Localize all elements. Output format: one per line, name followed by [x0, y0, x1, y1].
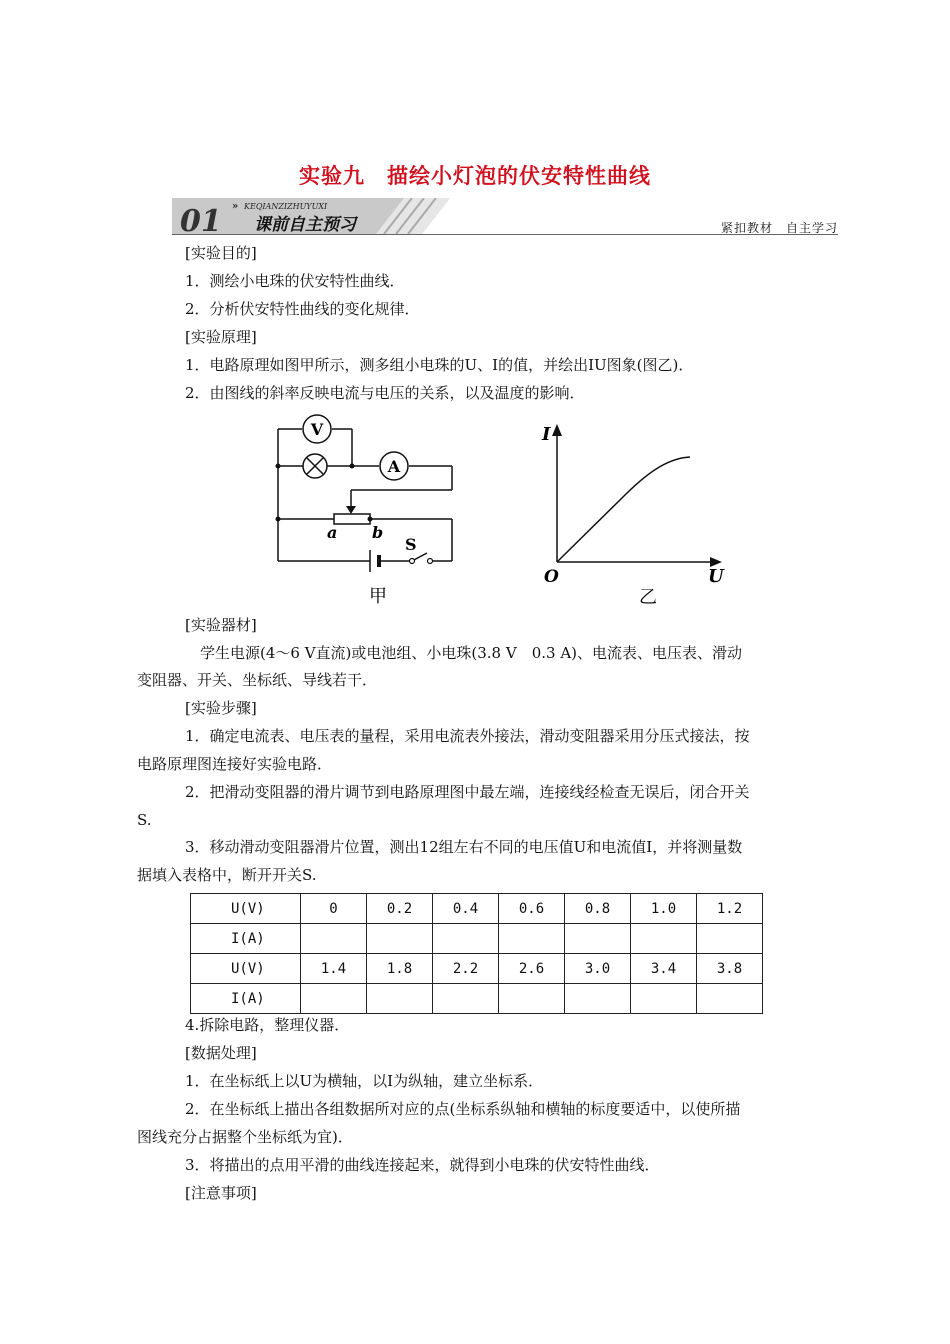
table-cell	[301, 984, 367, 1014]
table-cell	[565, 924, 631, 954]
step-3-line-1: 3．移动滑动变阻器滑片位置，测出12组左右不同的电压值U和电流值I，并将测量数	[185, 838, 743, 856]
circuit-diagram	[260, 410, 470, 610]
banner-divider	[172, 234, 838, 235]
table-cell	[433, 984, 499, 1014]
step-2-line-1: 2．把滑动变阻器的滑片调节到电路原理图中最左端，连接线经检查无误后，闭合开关	[185, 783, 750, 801]
table-cell	[367, 984, 433, 1014]
processing-item-3: 3．将描出的点用平滑的曲线连接起来，就得到小电珠的伏安特性曲线．	[185, 1156, 660, 1174]
purpose-item-1: 1．测绘小电珠的伏安特性曲线．	[185, 272, 405, 290]
equipment-line-1: 学生电源(4～6 V直流)或电池组、小电珠(3.8 V 0.3 A)、电流表、电压表、滑动	[200, 644, 743, 662]
table-cell	[301, 924, 367, 954]
table-cell: 0.8	[565, 894, 631, 924]
table-cell	[433, 924, 499, 954]
table-cell: 2.6	[499, 954, 565, 984]
table-row	[191, 984, 763, 1014]
table-cell: 1.0	[631, 894, 697, 924]
processing-item-1: 1．在坐标纸上以U为横轴，以I为纵轴，建立坐标系．	[185, 1072, 544, 1090]
table-cell	[697, 924, 763, 954]
table-cell	[631, 924, 697, 954]
table-cell: 0.6	[499, 894, 565, 924]
processing-item-2-line-2: 图线充分占据整个坐标纸为宜)．	[137, 1128, 353, 1146]
table-cell: 3.0	[565, 954, 631, 984]
table-cell	[367, 924, 433, 954]
label-a: a	[327, 523, 338, 542]
voltmeter-label: V	[310, 420, 324, 439]
measurement-table	[190, 893, 763, 1014]
table-cell	[565, 984, 631, 1014]
table-cell: 1.4	[301, 954, 367, 984]
table-cell: U(V)	[191, 894, 301, 924]
x-axis-label: U	[708, 566, 724, 587]
origin-label: O	[544, 567, 559, 587]
principle-item-1: 1．电路原理如图甲所示，测多组小电珠的U、I的值，并绘出IU图象(图乙)．	[185, 356, 694, 374]
processing-item-2-line-1: 2．在坐标纸上描出各组数据所对应的点(坐标系纵轴和横轴的标度要适中，以使所描	[185, 1100, 741, 1118]
step-2-line-2: S.	[137, 811, 152, 829]
banner-pinyin: KEQIANZIZHUYUXI	[244, 202, 328, 211]
banner-label: 课前自主预习	[254, 215, 356, 234]
principle-item-2: 2．由图线的斜率反映电流与电压的关系，以及温度的影响．	[185, 384, 585, 402]
table-cell	[631, 984, 697, 1014]
section-heading-equipment: [实验器材]	[185, 616, 257, 634]
switch-label: S	[405, 535, 417, 554]
lamp-icon	[303, 454, 327, 478]
table-cell: 0.2	[367, 894, 433, 924]
table-cell: I(A)	[191, 984, 301, 1014]
section-heading-purpose: [实验目的]	[185, 244, 257, 262]
step-1-line-2: 电路原理图连接好实验电路．	[137, 755, 333, 773]
table-cell	[499, 984, 565, 1014]
graph-caption: 乙	[639, 587, 657, 608]
page-title: 实验九 描绘小灯泡的伏安特性曲线	[299, 164, 651, 188]
section-banner	[172, 198, 450, 234]
iu-curve	[557, 457, 690, 562]
step-3-line-2: 据填入表格中，断开开关S.	[137, 866, 317, 884]
table-cell	[697, 984, 763, 1014]
table-cell: 0.4	[433, 894, 499, 924]
table-row	[191, 954, 763, 984]
purpose-item-2: 2．分析伏安特性曲线的变化规律．	[185, 300, 420, 318]
banner-right-text: 紧扣教材 自主学习	[720, 221, 838, 235]
label-b: b	[372, 523, 384, 542]
section-heading-notes: [注意事项]	[185, 1184, 257, 1202]
table-cell: 3.8	[697, 954, 763, 984]
table-cell	[499, 924, 565, 954]
section-heading-steps: [实验步骤]	[185, 699, 257, 717]
ammeter-label: A	[387, 457, 401, 476]
table-row	[191, 894, 763, 924]
table-cell: 1.8	[367, 954, 433, 984]
equipment-line-2: 变阻器、开关、坐标纸、导线若干．	[137, 671, 378, 689]
banner-number: 01	[180, 204, 222, 234]
y-axis-label: I	[542, 424, 551, 445]
table-cell: 2.2	[433, 954, 499, 984]
table-cell: 3.4	[631, 954, 697, 984]
circuit-caption: 甲	[369, 586, 387, 607]
table-cell: I(A)	[191, 924, 301, 954]
banner-arrows: »	[232, 201, 239, 212]
step-4: 4.拆除电路，整理仪器．	[185, 1016, 350, 1034]
section-heading-principle: [实验原理]	[185, 328, 257, 346]
table-row	[191, 924, 763, 954]
table-cell: U(V)	[191, 954, 301, 984]
table-cell: 1.2	[697, 894, 763, 924]
table-cell: 0	[301, 894, 367, 924]
section-heading-processing: [数据处理]	[185, 1044, 257, 1062]
step-1-line-1: 1．确定电流表、电压表的量程，采用电流表外接法，滑动变阻器采用分压式接法，按	[185, 727, 750, 745]
iu-graph	[530, 420, 730, 610]
